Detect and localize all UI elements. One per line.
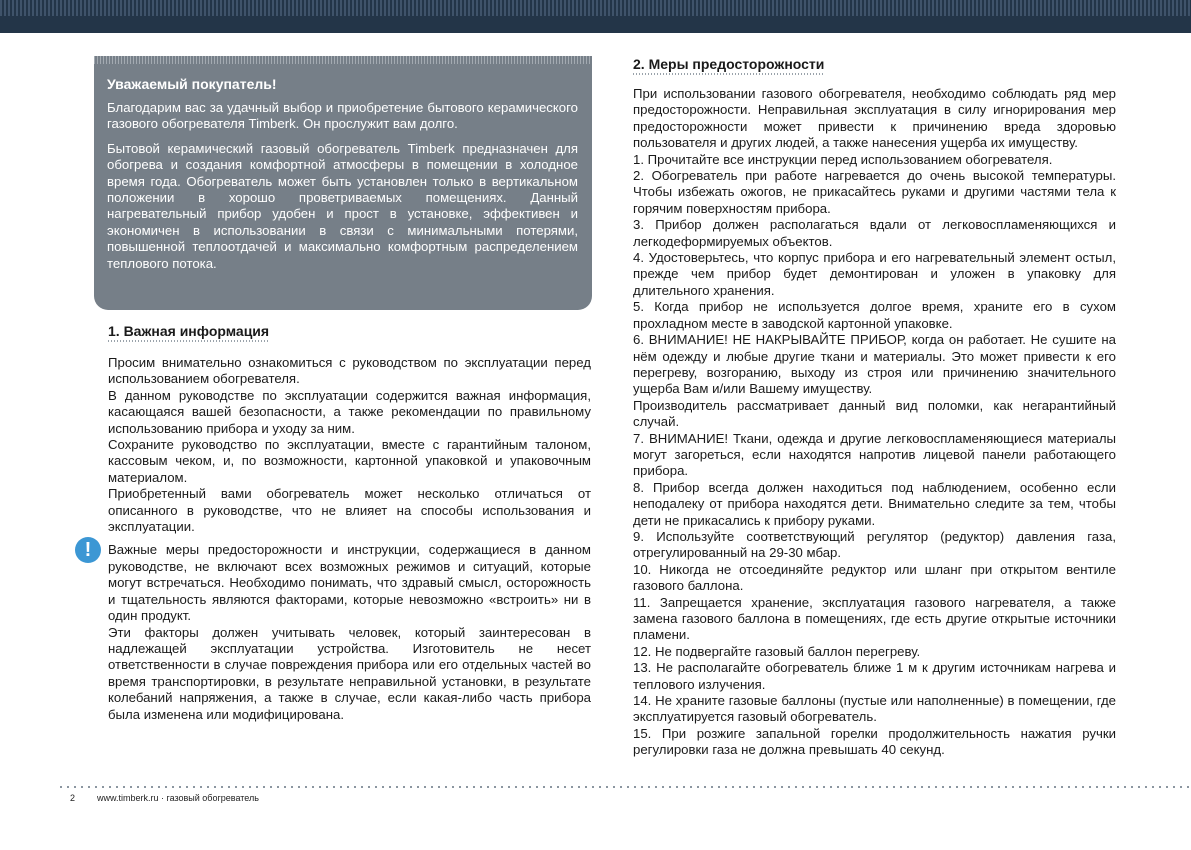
precaution-item: 5. Когда прибор не используется долгое время, храните его в сухом прохладном месте в заводской картонной упаковке. (633, 299, 1116, 331)
section-2-title-underline (633, 73, 824, 75)
precaution-item: Производитель рассматривает данный вид поломки, как негарантийный случай. (633, 397, 1116, 430)
section-1-title-underline (108, 340, 269, 342)
precaution-item: 9. Используйте соответствующий регулятор (редуктор) давления газа, отрегулированный на 29-30 мбар. (633, 528, 1116, 561)
precaution-item: 12. Не подвергайте газовый баллон перегреву. (633, 643, 921, 659)
section-1-title (108, 323, 269, 339)
section-1-paragraph: В данном руководстве по эксплуатации содержится важная информация, касающаяся вашей безопасности, а также рекомендации по правильному использованию прибора и уходу за ним. (108, 387, 591, 436)
precaution-item: 10. Никогда не отсоединяйте редуктор или шланг при открытом вентиле газового баллона. (633, 561, 1116, 594)
precaution-item: 14. Не храните газовые баллоны (пустые или наполненные) в помещении, где эксплуатируется газовый обогреватель. (633, 693, 1116, 725)
page-number: 2 (70, 793, 76, 803)
section-1-paragraph: Просим внимательно ознакомиться с руководством по эксплуатации перед использованием обогревателя. (108, 355, 591, 387)
top-header-band (0, 0, 1191, 33)
precaution-item: 7. ВНИМАНИЕ! Ткани, одежда и другие легковоспламеняющиеся материалы могут загореться, если находятся напротив лицевой панели работающего прибора. (633, 430, 1116, 479)
precaution-item: 3. Прибор должен располагаться вдали от легковоспламеняющихся и легкодеформируемых объектов. (633, 217, 1116, 249)
precaution-item: 2. Обогреватель при работе нагревается до очень высокой температуры. Чтобы избежать ожогов, не прикасайтесь руками и другими частями тела к горячим поверхностям прибора. (633, 168, 1116, 216)
intro-paragraph-1: Благодарим вас за удачный выбор и приобретение бытового керамического газового обогревателя Timberk. Он прослужит вам долго. (107, 100, 578, 132)
intro-title: Уважаемый покупатель! (107, 76, 277, 92)
precaution-item: 11. Запрещается хранение, эксплуатация газового нагревателя, а также замена газового баллона в помещениях, где есть другие открытые источники пламени. (633, 594, 1116, 643)
header-tick-pattern (0, 0, 1191, 16)
intro-box-stripe (94, 56, 592, 64)
warning-paragraph: Эти факторы должен учитывать человек, который заинтересован в надлежащей эксплуатации устройства. Изготовитель не несет ответственности в случае повреждения прибора или его отдельных частей во время транспортировки, в результате неправильной установки, в результате колебаний напряжения, а также в случае, если какая-либо часть прибора была изменена или модифицирована. (108, 624, 591, 722)
precaution-item: 1. Прочитайте все инструкции перед использованием обогревателя. (633, 151, 1053, 167)
exclamation-icon: ! (75, 537, 101, 563)
section-2-title (633, 56, 824, 72)
warning-paragraph: Важные меры предосторожности и инструкции, содержащиеся в данном руководстве, не включают всех возможных режимов и ситуаций, которые могут встречаться. Необходимо понимать, что здравый смысл, осторожность и тщательность являются факторами, которые невозможно «встроить» ни в один продукт. (108, 542, 591, 624)
intro-paragraph-2: Бытовой керамический газовый обогреватель Timberk предназначен для обогрева и создания комфортной атмосферы в помещении в холодное время года. Обогреватель может быть установлен только в вертикальном положении в хорошо проветриваемых помещениях. Данный нагревательный прибор удобен и прост в установке, эффективен и экономичен в использовании в связи с минимальными потерями, повышенной теплоотдачей и максимально комфортным распределением теплового потока. (107, 140, 578, 271)
section-2-title-text: 2. Меры предосторожности (633, 56, 825, 72)
section-1-title-text: 1. Важная информация (108, 323, 270, 339)
section-1-paragraph: Сохраните руководство по эксплуатации, вместе с гарантийным талоном, кассовым чеком, и, по возможности, картонной упаковкой и упаковочным материалом. (108, 437, 591, 485)
precaution-item: 6. ВНИМАНИЕ! НЕ НАКРЫВАЙТЕ ПРИБОР, когда он работает. Не сушите на нём одежду и любые другие ткани и материалы. Это может привести к его перегреву, возгоранию, выходу из строя или причинению значительного ущерба Вам и/или Вашему имуществу. (633, 332, 1116, 397)
footer-site-link[interactable]: www.timberk.ru · газовый обогреватель (97, 793, 259, 803)
precaution-item: 13. Не располагайте обогреватель ближе 1 м к другим источникам нагрева и теплового излучения. (633, 660, 1116, 692)
precaution-item: 15. При розжиге запальной горелки продолжительность нажатия ручки регулировки газа не должна превышать 40 секунд. (633, 725, 1116, 758)
intro-box (94, 56, 592, 310)
precaution-item: 4. Удостоверьтесь, что корпус прибора и его нагревательный элемент остыл, прежде чем прибор будет демонтирован и уложен в упаковку для длительного хранения. (633, 250, 1116, 298)
precaution-item: 8. Прибор всегда должен находиться под наблюдением, особенно если неподалеку от прибора находятся дети. Внимательно следите за тем, чтобы дети не прикасались к прибору руками. (633, 479, 1116, 528)
section-1-paragraph: Приобретенный вами обогреватель может несколько отличаться от описанного в руководстве, что не влияет на способы использования и эксплуатации. (108, 486, 591, 535)
section-2-intro: При использовании газового обогревателя, необходимо соблюдать ряд мер предосторожности. Неправильная эксплуатация в силу игнорирования мер предосторожности может привести к причинению вреда здоровью пользователя и других людей, а также нанесения ущерба их имуществу. (633, 86, 1116, 151)
section-precautions (633, 56, 1116, 759)
section-important-info (108, 323, 591, 723)
footer-dotted-divider (60, 786, 1191, 788)
